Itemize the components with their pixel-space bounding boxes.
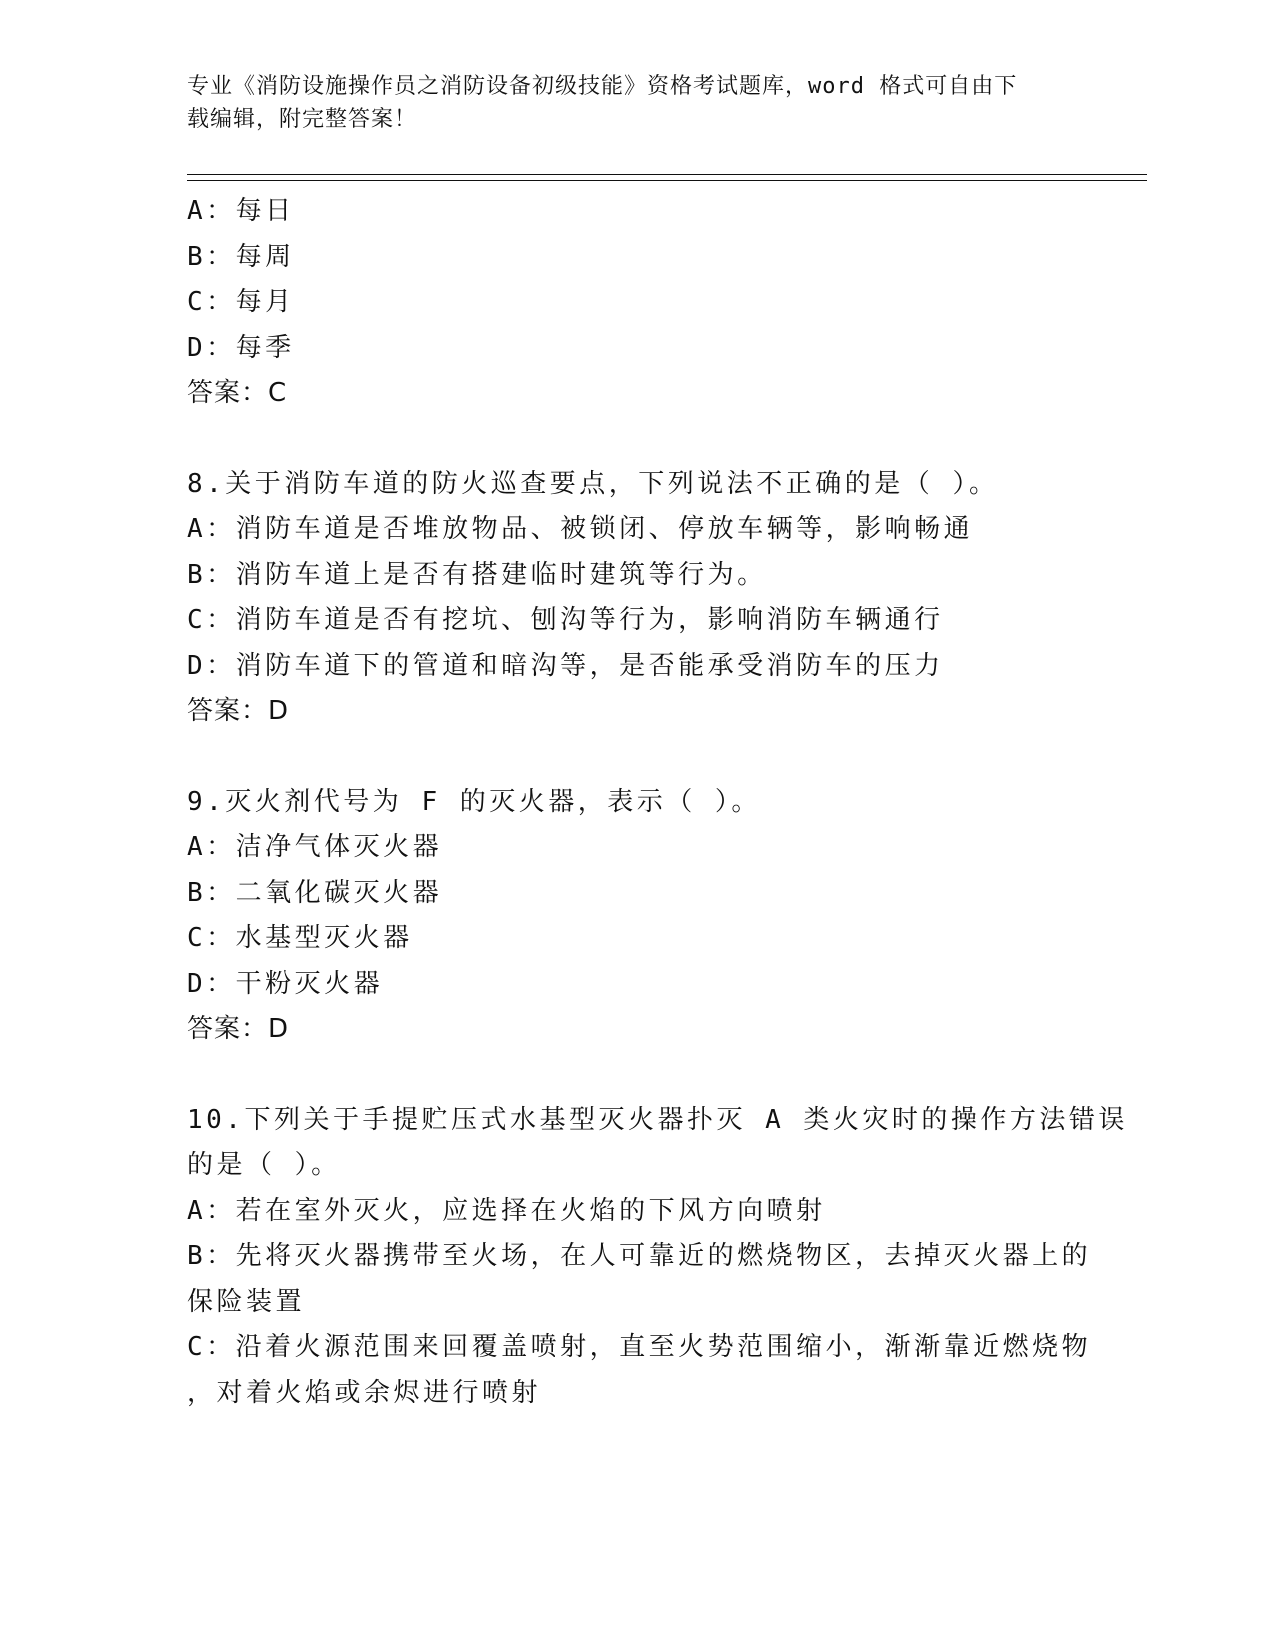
answer: 答案：C [187,378,288,408]
option-a: A：消防车道是否堆放物品、被锁闭、停放车辆等，影响畅通 [187,514,974,544]
option-b-line-1: B：先将灭火器携带至火场，在人可靠近的燃烧物区，去掉灭火器上的 [187,1241,1092,1271]
option-c-line-1: C：沿着火源范围来回覆盖喷射，直至火势范围缩小，渐渐靠近燃烧物 [187,1332,1092,1362]
spacer [187,735,1147,780]
option-d: D：消防车道下的管道和暗沟等，是否能承受消防车的压力 [187,650,944,681]
option-d: D：每季 [187,332,295,363]
question-stem-line-2: 的是（ ）。 [187,1150,341,1180]
option-a: A：洁净气体灭火器 [187,832,443,862]
header-line-1: 专业《消防设施操作员之消防设备初级技能》资格考试题库，word 格式可自由下 [187,74,1018,99]
question-stem-line-1: 10.下列关于手提贮压式水基型灭火器扑灭 A 类火灾时的操作方法错误 [187,1104,1128,1135]
spacer [187,417,1147,462]
question-stem: 9.灭火剂代号为 F 的灭火器，表示（ ）。 [187,786,761,817]
spacer [187,1053,1147,1098]
option-b: B：二氧化碳灭火器 [187,877,443,908]
option-b: B：每周 [187,241,295,272]
option-a: A：每日 [187,196,295,226]
question-7-tail [187,189,1147,417]
question-8 [187,462,1147,735]
header-divider [187,174,1147,181]
option-b: B：消防车道上是否有搭建临时建筑等行为。 [187,559,767,590]
question-stem: 8.关于消防车道的防火巡查要点，下列说法不正确的是（ ）。 [187,468,999,499]
answer: 答案：D [187,1014,290,1044]
option-d: D：干粉灭火器 [187,968,384,999]
option-c: C：消防车道是否有挖坑、刨沟等行为，影响消防车辆通行 [187,605,944,635]
option-c: C：水基型灭火器 [187,923,413,953]
answer: 答案：D [187,696,290,726]
option-b-line-2: 保险装置 [187,1286,306,1317]
document-page [187,70,1147,1416]
question-10 [187,1098,1147,1417]
option-c: C：每月 [187,287,295,317]
question-9 [187,780,1147,1053]
document-header [187,70,1147,136]
header-line-2: 载编辑，附完整答案！ [187,107,418,132]
option-c-line-2: ，对着火焰或余烬进行喷射 [187,1377,542,1408]
option-a: A：若在室外灭火，应选择在火焰的下风方向喷射 [187,1195,826,1226]
